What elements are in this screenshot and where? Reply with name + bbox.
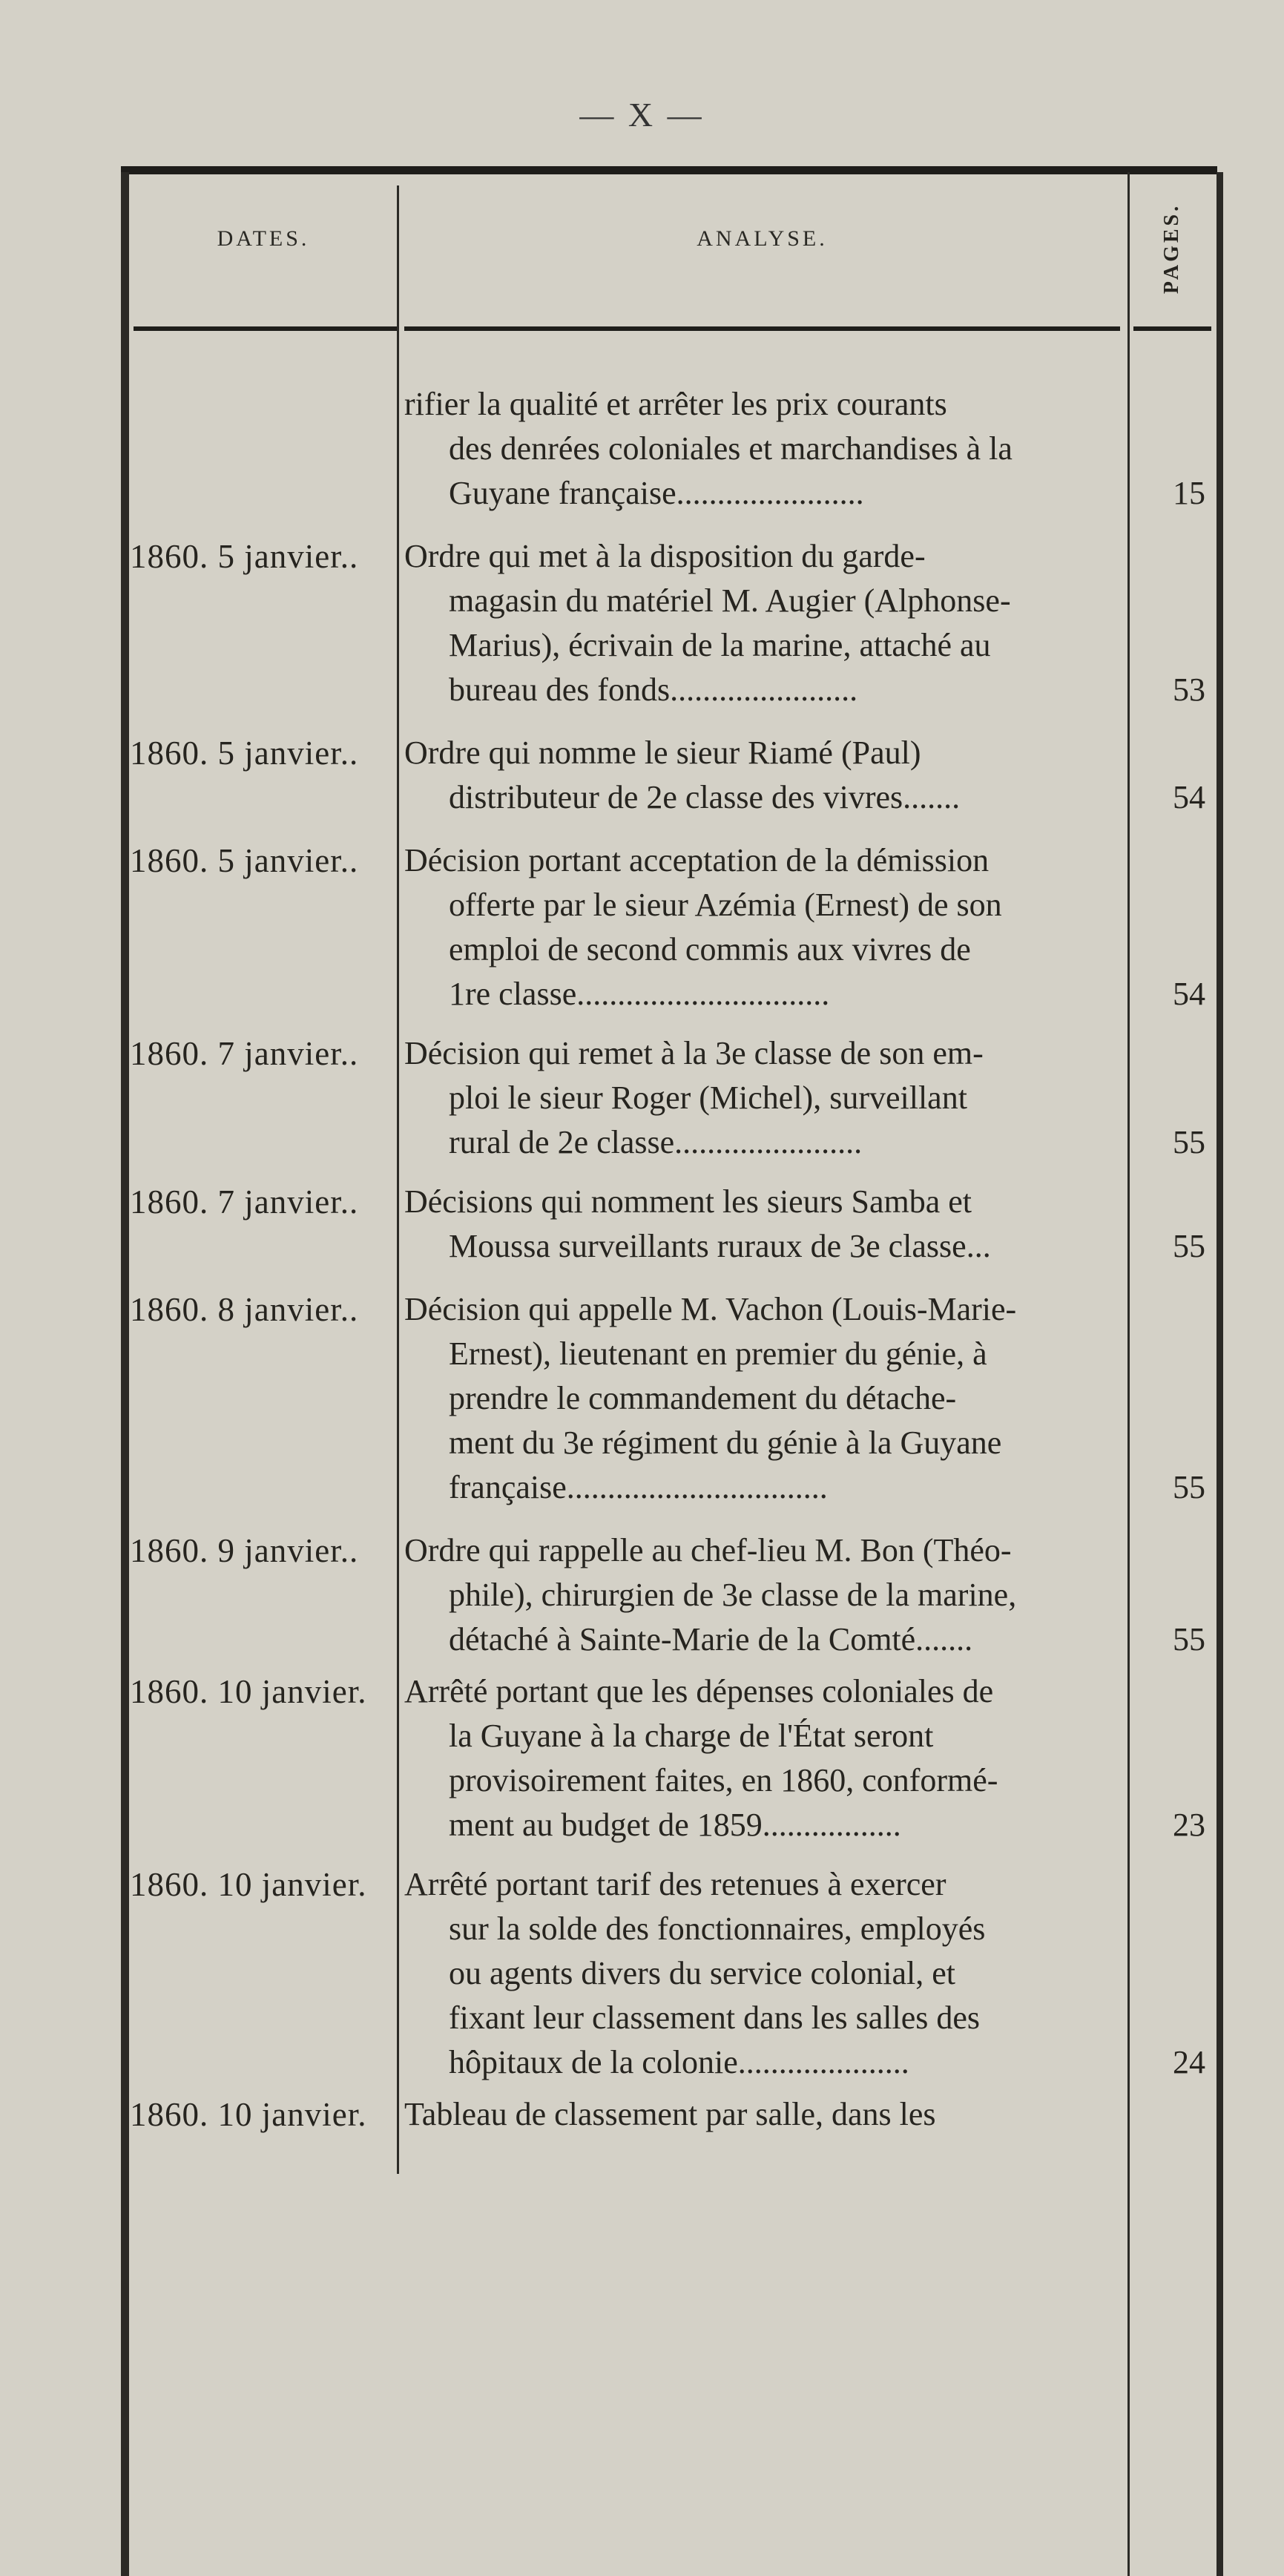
pages-column-divider <box>1127 172 1130 2576</box>
entry-page-number: 15 <box>1173 475 1205 511</box>
entry-page-number: 55 <box>1173 1228 1205 1264</box>
entry-date: 1860. 5 janvier.. <box>130 538 359 575</box>
entry-analysis <box>404 1669 1120 1847</box>
analysis-line: Décision qui appelle M. Vachon (Louis-Marie- <box>404 1291 1017 1327</box>
analysis-line: ou agents divers du service colonial, et <box>449 1955 956 1991</box>
analysis-line: sur la solde des fonctionnaires, employés <box>449 1910 986 1947</box>
entry-page-number: 54 <box>1173 779 1205 815</box>
pages-header-rule <box>1133 326 1211 331</box>
table-left-border <box>121 172 129 2576</box>
entry-date: 1860. 10 janvier. <box>130 2096 367 2133</box>
analysis-line: Marius), écrivain de la marine, attaché au <box>449 627 991 663</box>
dates-header-rule <box>134 326 397 331</box>
analysis-line: Décision qui remet à la 3e classe de son em- <box>404 1035 984 1071</box>
entry-page-number: 53 <box>1173 671 1205 708</box>
table-right-border <box>1216 172 1223 2576</box>
analysis-line: Tableau de classement par salle, dans les <box>404 2096 936 2132</box>
entry-analysis <box>404 1031 1120 1165</box>
entry-date: 1860. 7 janvier.. <box>130 1183 359 1220</box>
pages-column-header-label: PAGES. <box>1160 203 1183 295</box>
entry-page-number: 24 <box>1173 2044 1205 2080</box>
entry-page-number: 55 <box>1173 1621 1205 1657</box>
analysis-line: offerte par le sieur Azémia (Ernest) de son <box>449 887 1002 923</box>
entry-analysis <box>404 1528 1120 1662</box>
entry-analysis <box>404 1180 1120 1269</box>
analysis-line: magasin du matériel M. Augier (Alphonse- <box>449 582 1011 619</box>
analysis-line: détaché à Sainte-Marie de la Comté....... <box>449 1621 973 1657</box>
analysis-line: Ordre qui met à la disposition du garde- <box>404 538 926 574</box>
page-folio: — X — <box>579 96 705 134</box>
analysis-line: 1re classe............................... <box>449 976 830 1012</box>
analysis-line: Arrêté portant tarif des retenues à exercer <box>404 1866 946 1902</box>
analysis-line: prendre le commandement du détache- <box>449 1380 957 1416</box>
entry-date: 1860. 7 janvier.. <box>130 1035 359 1072</box>
analysis-line: Ernest), lieutenant en premier du génie, à <box>449 1335 987 1372</box>
analysis-line: Ordre qui rappelle au chef-lieu M. Bon (Théo- <box>404 1532 1012 1568</box>
entry-analysis <box>404 2092 1120 2137</box>
table-top-rule <box>121 166 1217 174</box>
entry-analysis <box>404 1862 1120 2085</box>
dates-column-divider <box>397 185 399 2174</box>
analyse-header-rule <box>404 326 1120 331</box>
analysis-line: ment du 3e régiment du génie à la Guyane <box>449 1425 1002 1461</box>
analysis-line: Décision portant acceptation de la démission <box>404 842 990 878</box>
entry-page-number: 55 <box>1173 1124 1205 1160</box>
dates-column-header: DATES. <box>217 226 310 251</box>
analyse-column-header: ANALYSE. <box>697 226 828 251</box>
entry-date: 1860. 10 janvier. <box>130 1673 367 1710</box>
analysis-line: fixant leur classement dans les salles des <box>449 2000 981 2036</box>
entry-date: 1860. 5 janvier.. <box>130 842 359 879</box>
entry-analysis <box>404 382 1120 516</box>
analysis-line: rural de 2e classe....................... <box>449 1124 863 1160</box>
pages-column-header <box>1135 185 1209 312</box>
analysis-line: distributeur de 2e classe des vivres....... <box>449 779 961 815</box>
analysis-line: Décisions qui nomment les sieurs Samba et <box>404 1183 972 1220</box>
entry-date: 1860. 9 janvier.. <box>130 1532 359 1569</box>
analysis-line: ment au budget de 1859................. <box>449 1807 901 1843</box>
analysis-line: ploi le sieur Roger (Michel), surveillant <box>449 1080 967 1116</box>
entry-analysis <box>404 534 1120 712</box>
analysis-line: Guyane française....................... <box>449 475 864 511</box>
entry-page-number: 55 <box>1173 1469 1205 1505</box>
analysis-line: emploi de second commis aux vivres de <box>449 931 971 967</box>
analysis-line: Ordre qui nomme le sieur Riamé (Paul) <box>404 735 921 771</box>
entry-analysis <box>404 1287 1120 1510</box>
entry-date: 1860. 8 janvier.. <box>130 1291 359 1328</box>
entry-page-number: 23 <box>1173 1807 1205 1843</box>
analysis-line: Arrêté portant que les dépenses coloniales de <box>404 1673 994 1709</box>
analysis-line: la Guyane à la charge de l'État seront <box>449 1718 934 1754</box>
analysis-line: française................................ <box>449 1469 828 1505</box>
analysis-line: provisoirement faites, en 1860, conformé- <box>449 1762 998 1798</box>
analysis-line: hôpitaux de la colonie..................... <box>449 2044 909 2080</box>
analysis-line: bureau des fonds....................... <box>449 671 858 708</box>
entry-date: 1860. 10 janvier. <box>130 1866 367 1903</box>
entry-analysis <box>404 838 1120 1016</box>
entry-page-number: 54 <box>1173 976 1205 1012</box>
entry-date: 1860. 5 janvier.. <box>130 735 359 772</box>
entry-analysis <box>404 731 1120 820</box>
analysis-line: Moussa surveillants ruraux de 3e classe... <box>449 1228 991 1264</box>
analysis-line: phile), chirurgien de 3e classe de la marine, <box>449 1577 1017 1613</box>
analysis-line: des denrées coloniales et marchandises à la <box>449 430 1013 467</box>
analysis-line: rifier la qualité et arrêter les prix courants <box>404 386 947 422</box>
